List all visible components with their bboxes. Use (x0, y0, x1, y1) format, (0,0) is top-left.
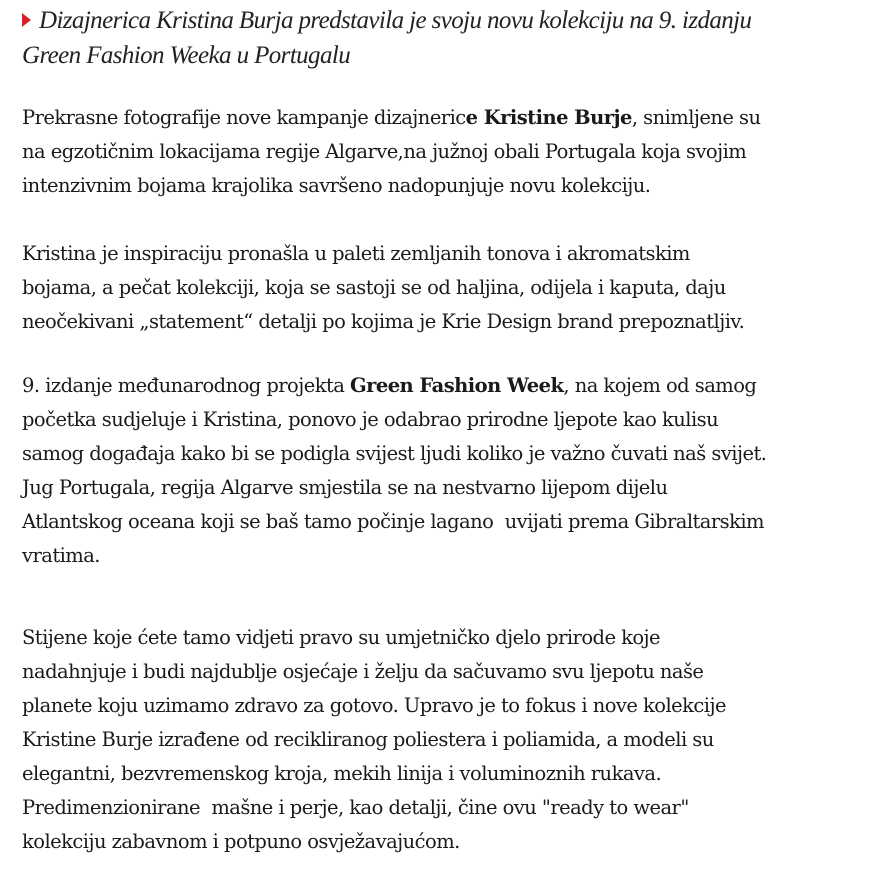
paragraph-2 (22, 237, 872, 339)
paragraph-3-line: samog događaja kako bi se podigla svijest ljudi koliko je važno čuvati naš svijet. (22, 442, 767, 465)
paragraph-4-line: kolekciju zabavnom i potpuno osvježavajućom. (22, 830, 460, 853)
paragraph-2-line: Kristina je inspiraciju pronašla u paleti zemljanih tonova i akromatskim (22, 242, 690, 265)
paragraph-4-line: nadahnjuje i budi najdublje osjećaje i želju da sačuvamo svu ljepotu naše (22, 660, 704, 683)
article-body (22, 0, 872, 853)
paragraph-4-line: planete koju uzimamo zdravo za gotovo. Upravo je to fokus i nove kolekcije (22, 694, 726, 717)
triangle-right-icon (22, 13, 31, 27)
paragraph-4-line: elegantni, bezvremenskog kroja, mekih linija i voluminoznih rukava. (22, 762, 662, 785)
lead-line-1: Dizajnerica Kristina Burja predstavila je svoju novu kolekciju na 9. izdanju (39, 7, 752, 34)
paragraph-3-line: Atlantskog oceana koji se baš tamo počinje lagano uvijati prema Gibraltarskim (22, 510, 764, 533)
paragraph-1-bold: e Kristine Burje (465, 106, 632, 129)
paragraph-1-text: Prekrasne fotografije nove kampanje dizajneric (22, 106, 466, 129)
paragraph-1-line: intenzivnim bojama krajolika savršeno nadopunjuje novu kolekciju. (22, 174, 651, 197)
paragraph-3 (22, 369, 872, 573)
lead-line-2: Green Fashion Weeka u Portugalu (22, 42, 351, 69)
paragraph-1-text: , snimljene su (631, 106, 761, 129)
paragraph-3-line: Jug Portugala, regija Algarve smjestila se na nestvarno lijepom dijelu (22, 476, 668, 499)
paragraph-3-line: vratima. (22, 544, 100, 567)
paragraph-3-bold: Green Fashion Week (350, 374, 564, 397)
paragraph-3-text: , na kojem od samog (563, 374, 757, 397)
paragraph-3-text: 9. izdanje međunarodnog projekta (22, 374, 351, 397)
paragraph-4-line: Predimenzionirane mašne i perje, kao detalji, čine ovu "ready to wear" (22, 796, 689, 819)
article-lead (22, 3, 872, 73)
paragraph-3-line: početka sudjeluje i Kristina, ponovo je odabrao prirodne ljepote kao kulisu (22, 408, 719, 431)
paragraph-4-line: Kristine Burje izrađene od recikliranog poliestera i poliamida, a modeli su (22, 728, 714, 751)
paragraph-2-line: bojama, a pečat kolekciji, koja se sastoji se od haljina, odijela i kaputa, daju (22, 276, 726, 299)
paragraph-4-line: Stijene koje ćete tamo vidjeti pravo su umjetničko djelo prirode koje (22, 626, 661, 649)
paragraph-4 (22, 621, 872, 859)
paragraph-2-line: neočekivani „statement“ detalji po kojima je Krie Design brand prepoznatljiv. (22, 310, 745, 333)
paragraph-1-line: na egzotičnim lokacijama regije Algarve,na južnoj obali Portugala koja svojim (22, 140, 747, 163)
paragraph-1 (22, 101, 872, 203)
